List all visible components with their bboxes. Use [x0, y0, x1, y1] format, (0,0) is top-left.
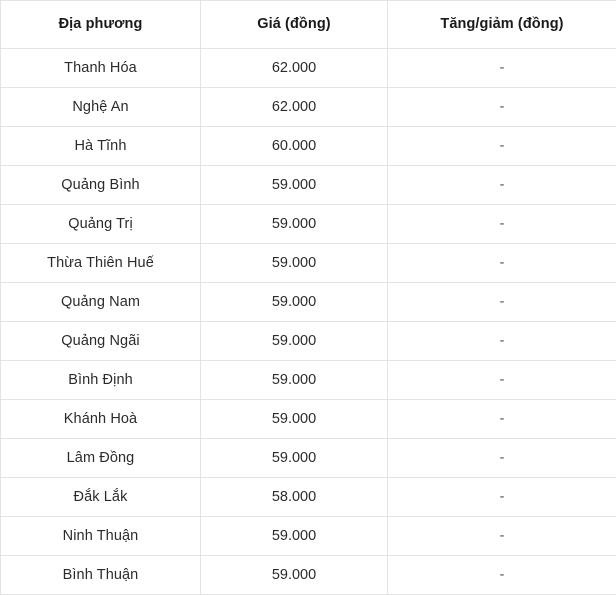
table-row [1, 244, 616, 283]
table-row [1, 439, 616, 478]
column-header-price: Giá (đồng) [201, 1, 388, 49]
cell-price: 59.000 [201, 322, 388, 361]
cell-price: 59.000 [201, 556, 388, 595]
cell-price: 59.000 [201, 361, 388, 400]
table-row [1, 88, 616, 127]
table-row [1, 49, 616, 88]
cell-price: 58.000 [201, 478, 388, 517]
cell-change: - [388, 166, 616, 205]
table-row [1, 478, 616, 517]
cell-change: - [388, 556, 616, 595]
cell-change: - [388, 244, 616, 283]
cell-change: - [388, 205, 616, 244]
table-row [1, 127, 616, 166]
cell-price: 59.000 [201, 166, 388, 205]
cell-price: 59.000 [201, 517, 388, 556]
cell-locality: Nghệ An [1, 88, 201, 127]
cell-locality: Ninh Thuận [1, 517, 201, 556]
table-row [1, 556, 616, 595]
table-body [1, 49, 616, 595]
cell-price: 59.000 [201, 400, 388, 439]
cell-change: - [388, 361, 616, 400]
cell-locality: Bình Thuận [1, 556, 201, 595]
cell-price: 59.000 [201, 439, 388, 478]
table-header [1, 1, 616, 49]
cell-locality: Hà Tĩnh [1, 127, 201, 166]
cell-locality: Bình Định [1, 361, 201, 400]
table-row [1, 517, 616, 556]
cell-locality: Quảng Trị [1, 205, 201, 244]
cell-locality: Thừa Thiên Huế [1, 244, 201, 283]
cell-locality: Quảng Bình [1, 166, 201, 205]
cell-price: 59.000 [201, 283, 388, 322]
cell-price: 59.000 [201, 205, 388, 244]
table-header-row [1, 1, 616, 49]
cell-price: 60.000 [201, 127, 388, 166]
cell-price: 59.000 [201, 244, 388, 283]
cell-locality: Đắk Lắk [1, 478, 201, 517]
cell-locality: Quảng Ngãi [1, 322, 201, 361]
cell-locality: Khánh Hoà [1, 400, 201, 439]
table-row [1, 400, 616, 439]
table-row [1, 361, 616, 400]
table-row [1, 166, 616, 205]
cell-change: - [388, 322, 616, 361]
cell-change: - [388, 400, 616, 439]
column-header-locality: Địa phương [1, 1, 201, 49]
column-header-change: Tăng/giảm (đồng) [388, 1, 616, 49]
cell-locality: Quảng Nam [1, 283, 201, 322]
table-row [1, 322, 616, 361]
cell-change: - [388, 517, 616, 556]
cell-change: - [388, 127, 616, 166]
cell-change: - [388, 478, 616, 517]
cell-price: 62.000 [201, 88, 388, 127]
cell-locality: Lâm Đồng [1, 439, 201, 478]
cell-locality: Thanh Hóa [1, 49, 201, 88]
cell-change: - [388, 439, 616, 478]
table-row [1, 205, 616, 244]
table-row [1, 283, 616, 322]
cell-price: 62.000 [201, 49, 388, 88]
cell-change: - [388, 88, 616, 127]
cell-change: - [388, 283, 616, 322]
cell-change: - [388, 49, 616, 88]
